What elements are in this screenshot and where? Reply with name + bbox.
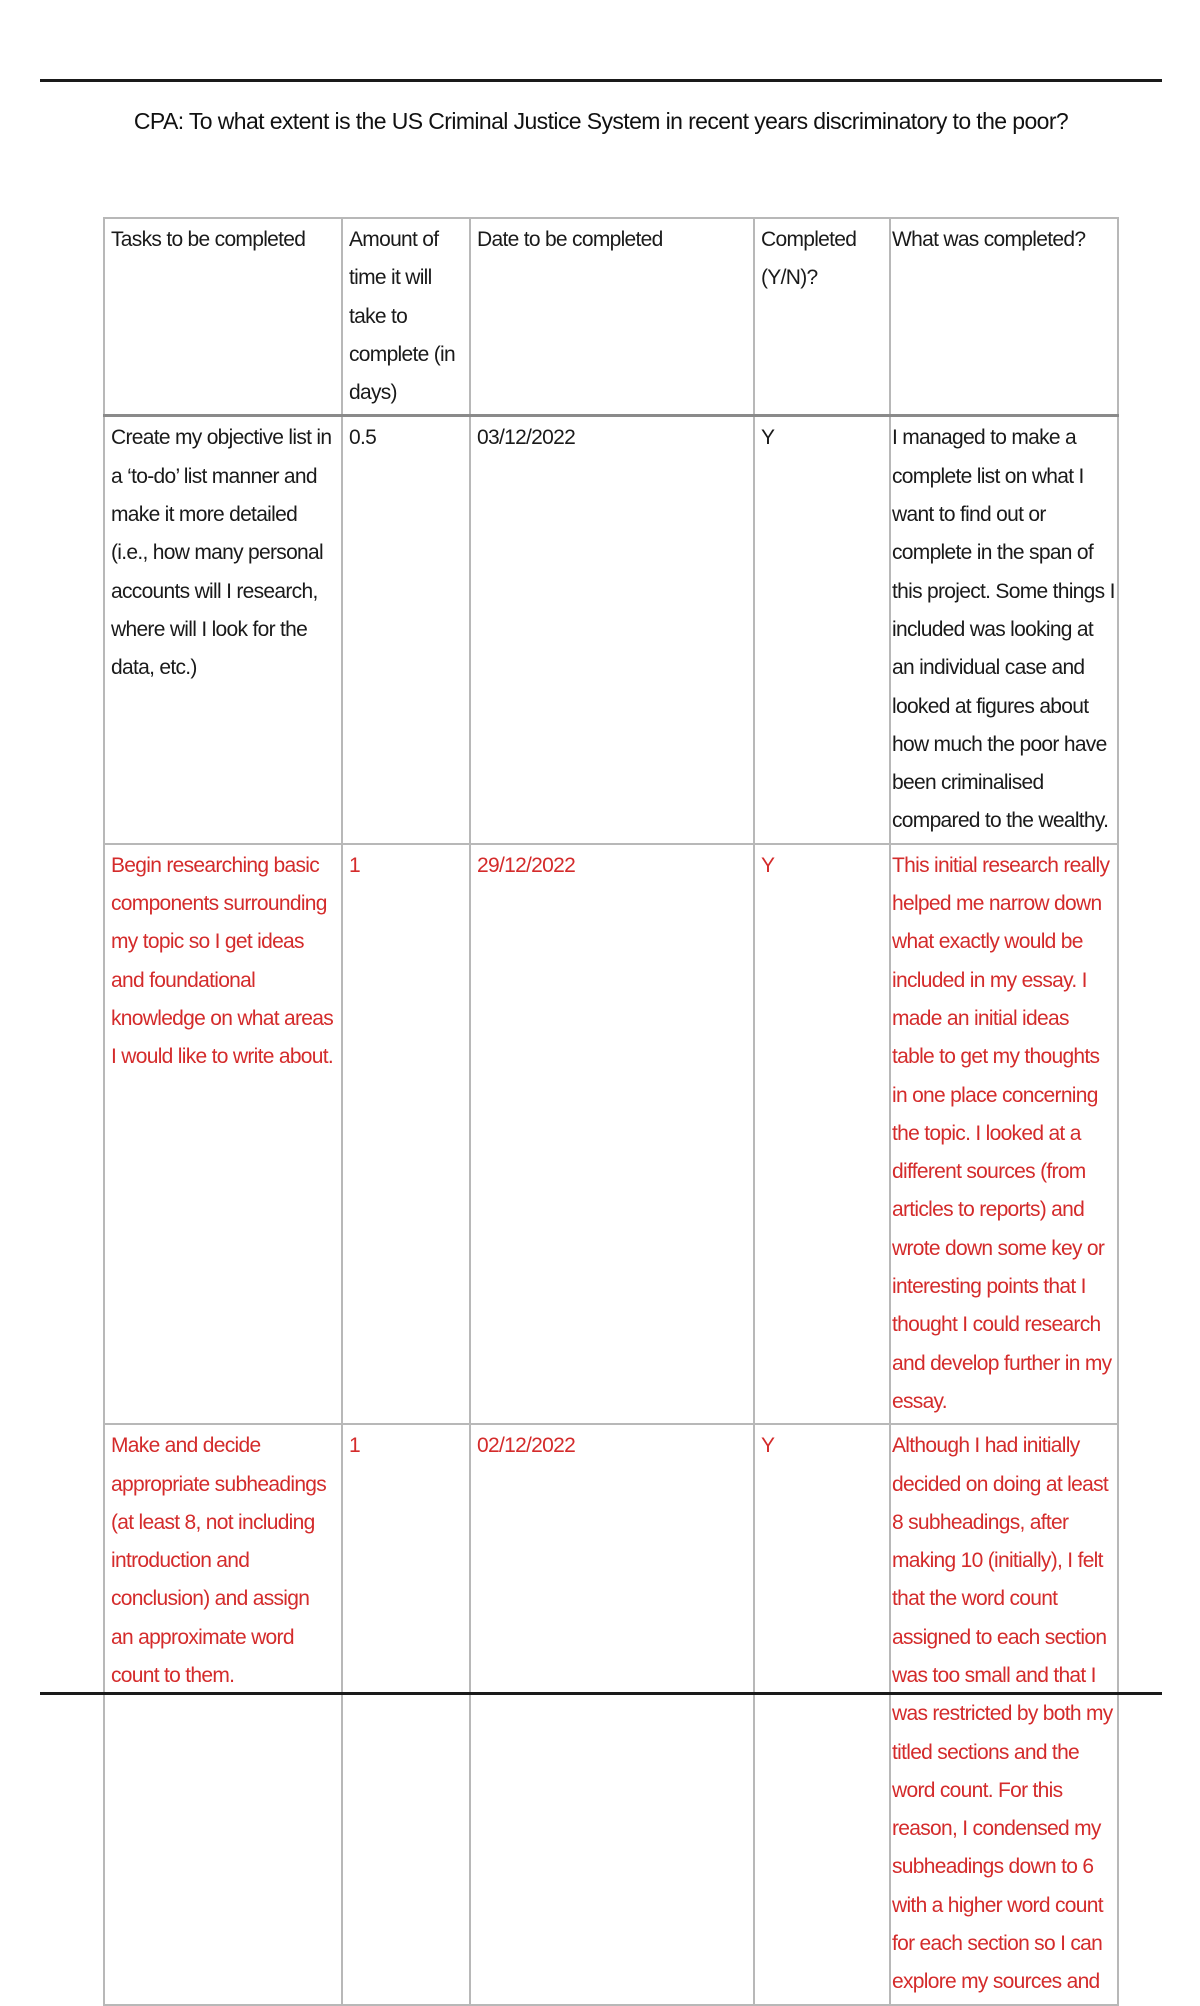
header-completed: Completed (Y/N)? <box>754 218 890 416</box>
task-cell: Begin researching basic components surrounding my topic so I get ideas and foundational knowledge on what areas I would like to write about. <box>104 844 342 1424</box>
days-cell: 1 <box>342 1424 470 2004</box>
table-row <box>104 844 1118 1424</box>
document-title: CPA: To what extent is the US Criminal Justice System in recent years discriminatory to the poor? <box>133 108 1069 134</box>
completed-cell: Y <box>754 1424 890 2004</box>
days-cell: 1 <box>342 844 470 1424</box>
date-cell: 02/12/2022 <box>470 1424 754 2004</box>
completed-cell: Y <box>754 416 890 844</box>
table-row <box>104 416 1118 844</box>
header-tasks: Tasks to be completed <box>104 218 342 416</box>
task-plan-table <box>103 217 1119 2006</box>
table-row <box>104 1424 1118 2004</box>
completed-cell: Y <box>754 844 890 1424</box>
task-cell: Make and decide appropriate subheadings (at least 8, not including introduction and conclusion) and assign an approximate word count to them. <box>104 1424 342 2004</box>
what-completed-cell: I managed to make a complete list on what I want to find out or complete in the span of this project. Some things I included was looking at an individual case and looked at figures about how much the poor have been criminalised compared to the wealthy. <box>890 416 1118 844</box>
header-what: What was completed? <box>890 218 1118 416</box>
what-completed-cell: Although I had initially decided on doing at least 8 subheadings, after making 10 (initially), I felt that the word count assigned to each section was too small and that I was restricted by both my titled sections and the word count. For this reason, I condensed my subheadings down to 6 with a higher word count for each section so I can explore my sources and <box>890 1424 1118 2004</box>
task-cell: Create my objective list in a ‘to-do’ list manner and make it more detailed (i.e., how many personal accounts will I research, where will I look for the data, etc.) <box>104 416 342 844</box>
top-rule <box>40 79 1162 82</box>
date-cell: 03/12/2022 <box>470 416 754 844</box>
what-completed-cell: This initial research really helped me narrow down what exactly would be included in my essay. I made an initial ideas table to get my thoughts in one place concerning the topic. I looked at a different sources (from articles to reports) and wrote down some key or interesting points that I thought I could research and develop further in my essay. <box>890 844 1118 1424</box>
days-cell: 0.5 <box>342 416 470 844</box>
bottom-rule <box>40 1692 1162 1695</box>
date-cell: 29/12/2022 <box>470 844 754 1424</box>
header-time: Amount of time it will take to complete (in days) <box>342 218 470 416</box>
table-header-row <box>104 218 1118 416</box>
header-date: Date to be completed <box>470 218 754 416</box>
